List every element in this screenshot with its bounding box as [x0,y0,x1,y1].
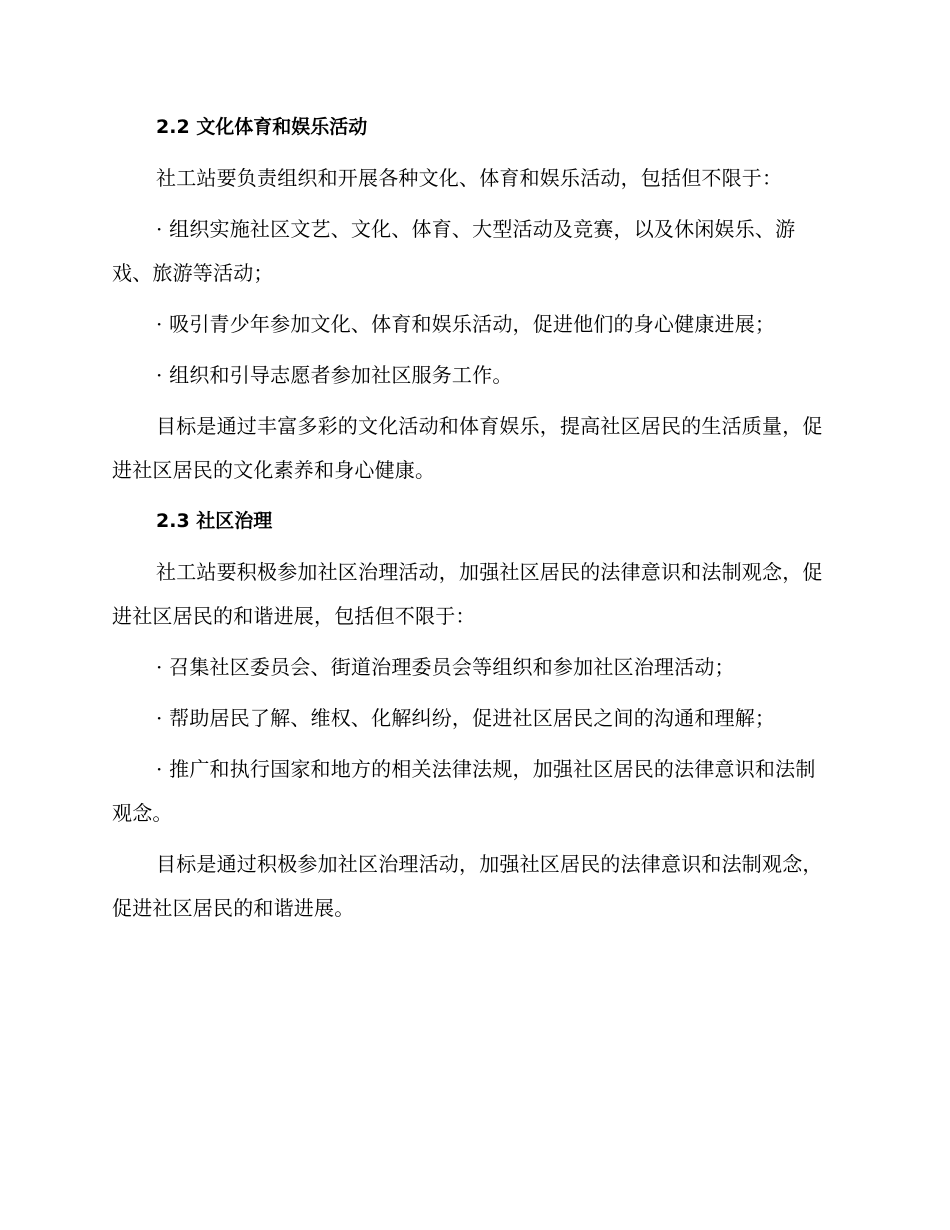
section-intro: 社工站要负责组织和开展各种文化、体育和娱乐活动，包括但不限于： [156,166,783,190]
section-2-2 [112,105,834,492]
bullet-item: · 组织实施社区文艺、文化、体育、大型活动及竞赛，以及休闲娱乐、游戏、旅游等活动； [112,217,796,285]
section-2-3 [112,499,834,930]
bullet-item: · 帮助居民了解、维权、化解纠纷，促进社区居民之间的沟通和理解； [156,706,776,730]
section-heading: 2.3 社区治理 [156,510,273,532]
document-page [112,105,834,937]
section-intro: 社工站要积极参加社区治理活动，加强社区居民的法律意识和法制观念，促进社区居民的和谐进展，包括但不限于： [112,560,823,628]
section-heading: 2.2 文化体育和娱乐活动 [156,116,368,138]
section-goal: 目标是通过丰富多彩的文化活动和体育娱乐，提高社区居民的生活质量，促进社区居民的文化素养和身心健康。 [112,414,823,482]
bullet-item: · 召集社区委员会、街道治理委员会等组织和参加社区治理活动； [156,655,735,679]
bullet-item: · 推广和执行国家和地方的相关法律法规，加强社区居民的法律意识和法制观念。 [112,757,816,825]
bullet-item: · 组织和引导志愿者参加社区服务工作。 [156,363,513,387]
section-goal: 目标是通过积极参加社区治理活动，加强社区居民的法律意识和法制观念，促进社区居民的和谐进展。 [112,852,823,920]
bullet-item: · 吸引青少年参加文化、体育和娱乐活动，促进他们的身心健康进展； [156,312,776,336]
